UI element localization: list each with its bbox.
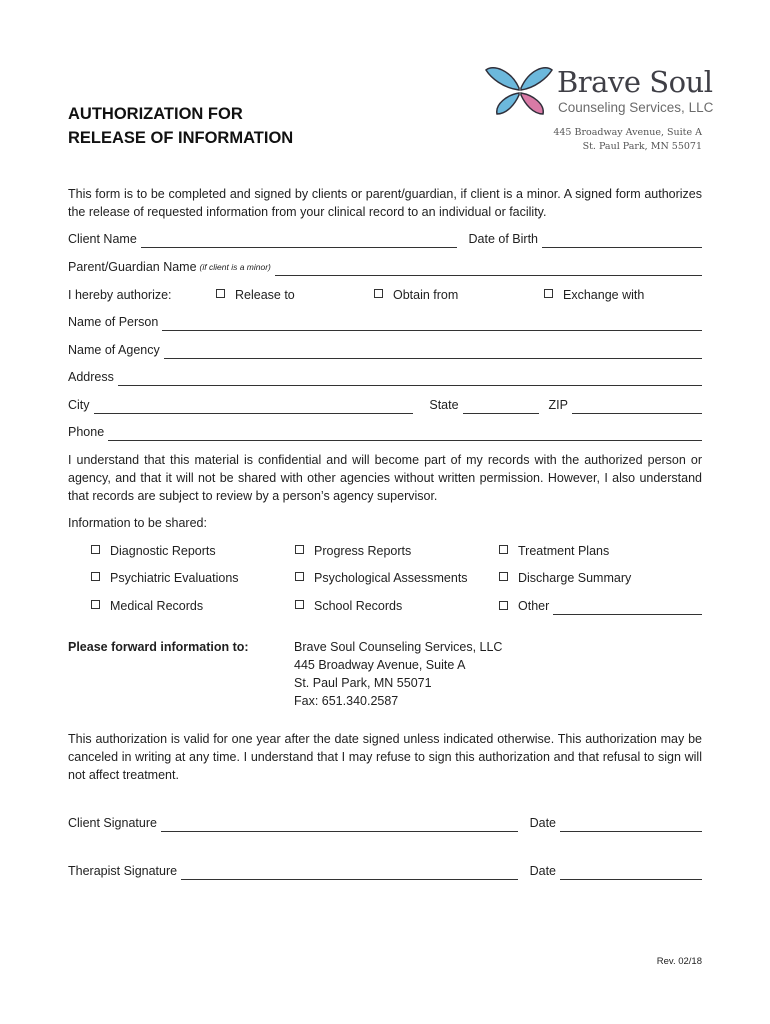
progress-checkbox[interactable] [295, 545, 304, 554]
medical-checkbox[interactable] [91, 600, 100, 609]
header-address [553, 126, 702, 153]
header-address-line-1: 445 Broadway Avenue, Suite A [553, 127, 702, 138]
intro-text: This form is to be completed and signed by clients or parent/guardian, if client is a minor. A signed form authorizes the release of requested information from your clinical record to an individual or facility. [68, 187, 702, 219]
person-row [68, 313, 702, 331]
client-name-label: Client Name [68, 232, 137, 246]
address-row [68, 368, 702, 386]
discharge-label: Discharge Summary [518, 571, 632, 585]
info-option-other[interactable] [499, 597, 702, 615]
phone-label: Phone [68, 425, 105, 439]
validity-text: This authorization is valid for one year after the date signed unless indicated otherwise. This authorization may be canceled in writing at any time. I understand that I may refuse to sign this authorization and that refusal to sign will not affect treatment. [68, 732, 702, 782]
school-label: School Records [314, 599, 403, 613]
forward-line-4: Fax: 651.340.2587 [294, 694, 399, 708]
client-signature-row [68, 814, 702, 832]
treatment-label: Treatment Plans [518, 544, 610, 558]
client-date-label: Date [529, 816, 556, 830]
agency-label: Name of Agency [68, 343, 160, 357]
city-label: City [68, 398, 90, 412]
guardian-label: Parent/Guardian Name [68, 260, 197, 274]
person-field[interactable] [162, 317, 702, 331]
school-checkbox[interactable] [295, 600, 304, 609]
forward-line-3: St. Paul Park, MN 55071 [294, 676, 432, 690]
person-label: Name of Person [68, 315, 159, 329]
other-checkbox[interactable] [499, 601, 508, 610]
therapist-signature-field[interactable] [181, 866, 518, 880]
therapist-signature-label: Therapist Signature [68, 864, 178, 878]
exchange-with-checkbox[interactable] [544, 289, 553, 298]
city-field[interactable] [94, 400, 414, 414]
brand-subtitle: Counseling Services, LLC [558, 100, 714, 115]
city-row [68, 396, 702, 414]
exchange-with-option[interactable] [544, 286, 644, 304]
info-option-medical[interactable] [91, 597, 203, 615]
revision-label: Rev. 02/18 [656, 956, 702, 967]
guardian-note: (if client is a minor) [199, 262, 271, 272]
agency-row [68, 341, 702, 359]
butterfly-logo-icon [483, 62, 555, 122]
forward-label: Please forward information to: [68, 640, 249, 654]
header-address-line-2: St. Paul Park, MN 55071 [582, 140, 702, 152]
form-title [68, 102, 293, 150]
info-option-school[interactable] [295, 597, 402, 615]
guardian-row [68, 258, 702, 276]
release-to-option[interactable] [216, 286, 295, 304]
therapist-date-field[interactable] [560, 866, 702, 880]
psychological-checkbox[interactable] [295, 572, 304, 581]
diagnostic-label: Diagnostic Reports [110, 544, 216, 558]
phone-field[interactable] [108, 427, 702, 441]
therapist-date-label: Date [529, 864, 556, 878]
other-label: Other [518, 599, 550, 613]
forward-line-1: Brave Soul Counseling Services, LLC [294, 640, 503, 654]
guardian-field[interactable] [275, 262, 702, 276]
info-option-psychological[interactable] [295, 569, 468, 587]
client-name-field[interactable] [141, 234, 457, 248]
confidentiality-text: I understand that this material is confidential and will become part of my records with the authorized person or agency, and that it will not be shared with other agencies without written permission. However, I also understand that records are subject to review by a person’s agency supervisor. [68, 453, 702, 503]
release-to-checkbox[interactable] [216, 289, 225, 298]
client-signature-field[interactable] [161, 818, 518, 832]
info-option-psychiatric[interactable] [91, 569, 239, 587]
title-line-2: RELEASE OF INFORMATION [68, 129, 294, 147]
dob-label: Date of Birth [468, 232, 538, 246]
release-to-label: Release to [235, 288, 295, 302]
info-label: Information to be shared: [68, 516, 207, 530]
client-signature-label: Client Signature [68, 816, 157, 830]
therapist-signature-row [68, 862, 702, 880]
address-label: Address [68, 370, 114, 384]
obtain-from-checkbox[interactable] [374, 289, 383, 298]
agency-field[interactable] [164, 345, 702, 359]
treatment-checkbox[interactable] [499, 545, 508, 554]
client-name-row [68, 230, 702, 248]
diagnostic-checkbox[interactable] [91, 545, 100, 554]
zip-field[interactable] [572, 400, 702, 414]
phone-row [68, 423, 702, 441]
info-option-discharge[interactable] [499, 569, 631, 587]
state-field[interactable] [463, 400, 539, 414]
info-option-treatment[interactable] [499, 542, 609, 560]
dob-field[interactable] [542, 234, 702, 248]
psychological-label: Psychological Assessments [314, 571, 468, 585]
info-option-diagnostic[interactable] [91, 542, 216, 560]
obtain-from-option[interactable] [374, 286, 458, 304]
zip-label: ZIP [548, 398, 568, 412]
progress-label: Progress Reports [314, 544, 412, 558]
state-label: State [429, 398, 459, 412]
forward-address [294, 638, 502, 710]
psychiatric-checkbox[interactable] [91, 572, 100, 581]
other-field[interactable] [553, 601, 702, 615]
address-field[interactable] [118, 372, 702, 386]
info-option-progress[interactable] [295, 542, 411, 560]
discharge-checkbox[interactable] [499, 572, 508, 581]
client-date-field[interactable] [560, 818, 702, 832]
exchange-with-label: Exchange with [563, 288, 645, 302]
psychiatric-label: Psychiatric Evaluations [110, 571, 239, 585]
title-line-1: AUTHORIZATION FOR [68, 105, 243, 123]
brand-name: Brave Soul [557, 65, 713, 99]
medical-label: Medical Records [110, 599, 204, 613]
authorize-label: I hereby authorize: [68, 288, 172, 302]
obtain-from-label: Obtain from [393, 288, 459, 302]
forward-line-2: 445 Broadway Avenue, Suite A [294, 658, 466, 672]
